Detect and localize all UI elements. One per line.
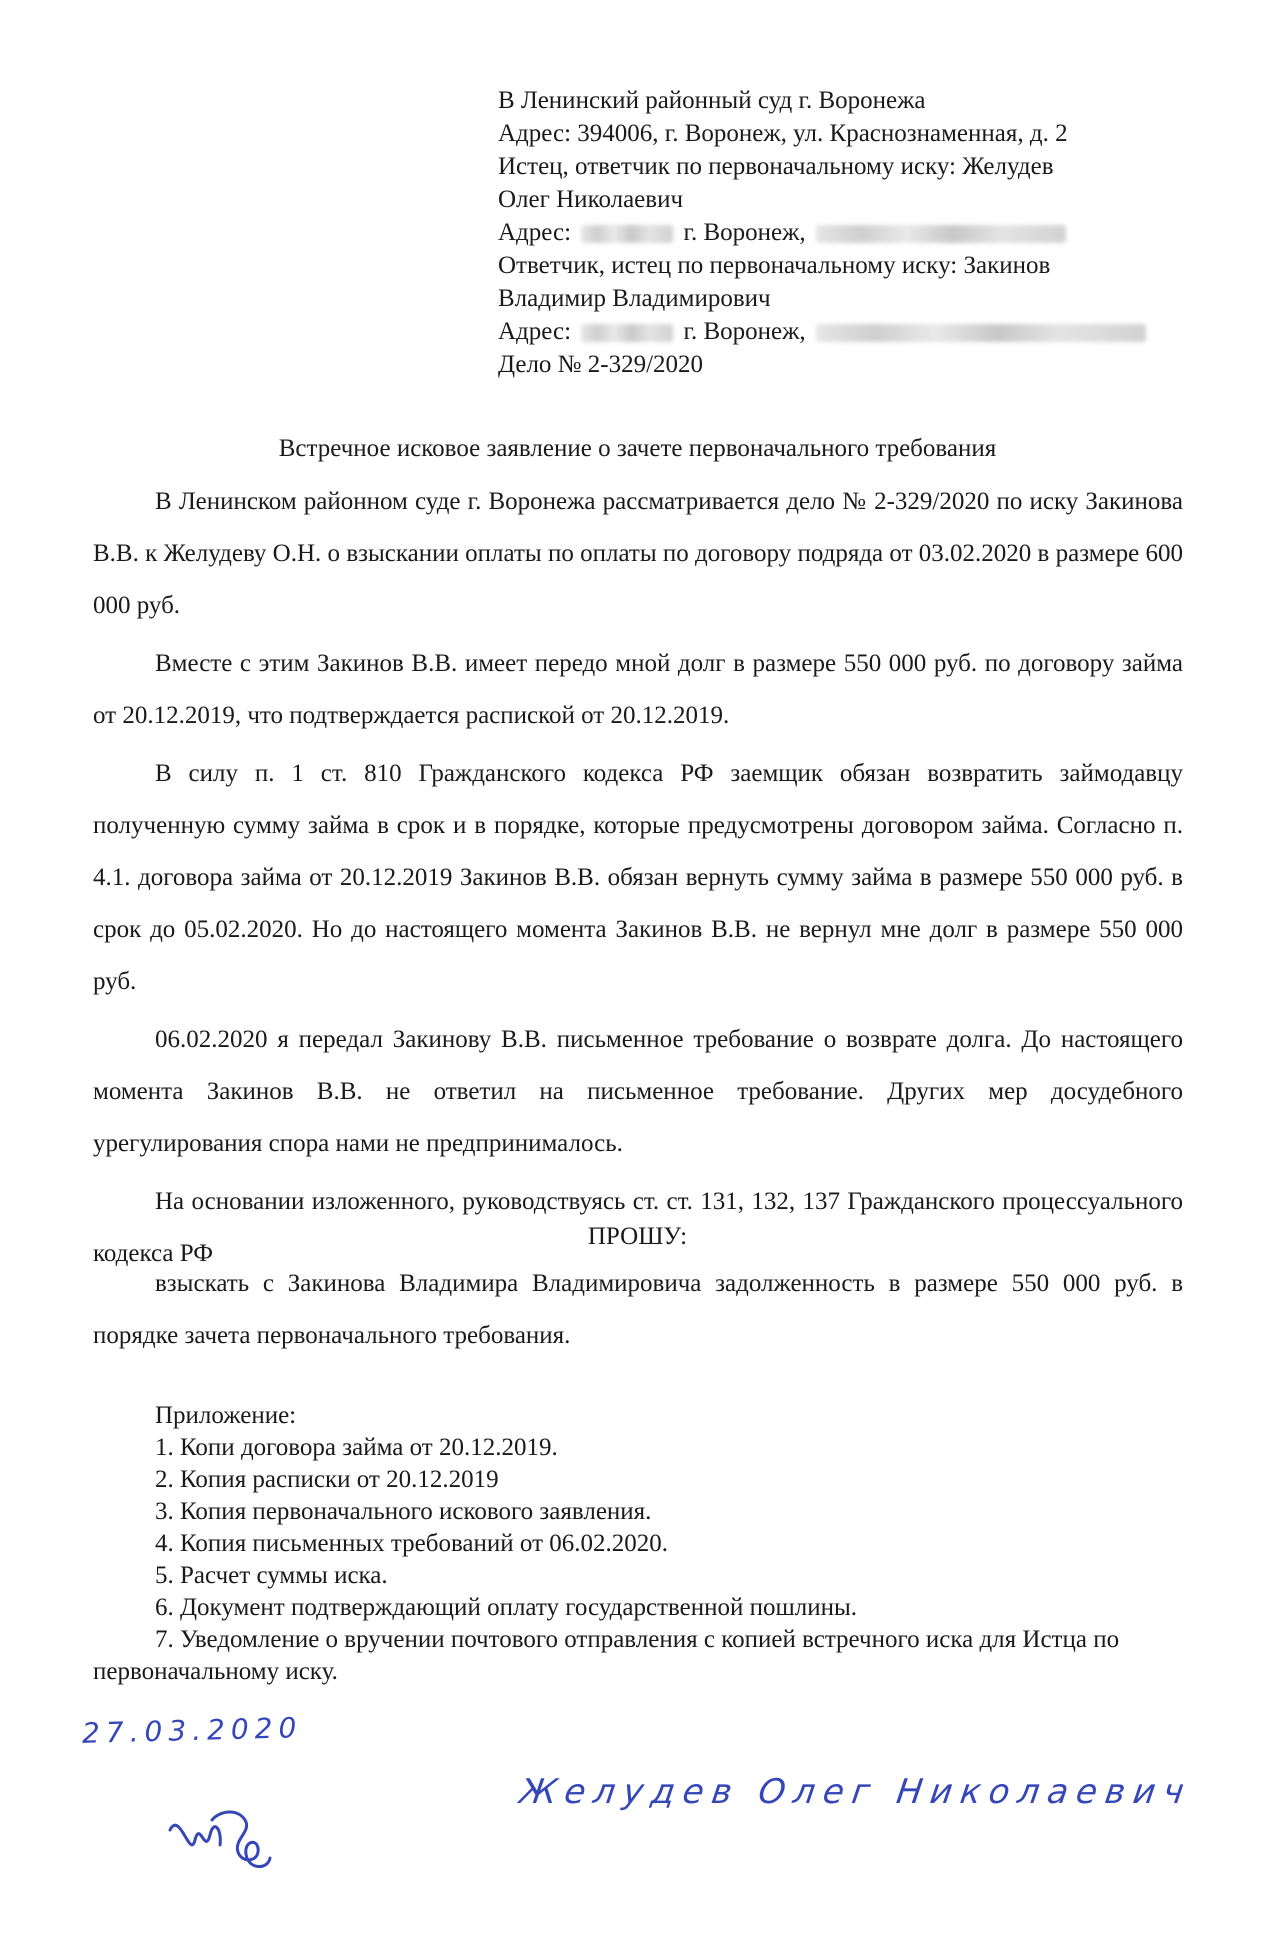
- redacted-postcode: [581, 225, 673, 243]
- plaintiff-address-city: г. Воронеж,: [683, 219, 806, 246]
- plaintiff-line-1: Истец, ответчик по первоначальному иску: Желудев: [498, 153, 1054, 180]
- attachments-list: [93, 1432, 1183, 1688]
- attachment-item: 2. Копия расписки от 20.12.2019: [155, 1466, 499, 1493]
- handwritten-date: 27.03.2020: [81, 1711, 303, 1750]
- document-title: Встречное исковое заявление о зачете первоначального требования: [278, 435, 997, 462]
- request-text: [93, 1258, 1183, 1362]
- redacted-street: [816, 225, 1066, 243]
- plaintiff-line-2: Олег Николаевич: [498, 186, 684, 213]
- defendant-address-prefix: Адрес:: [498, 318, 572, 345]
- redacted-street: [816, 324, 1146, 342]
- attachment-item: 1. Копи договора займа от 20.12.2019.: [155, 1434, 558, 1461]
- addressee-block: [498, 84, 1218, 381]
- defendant-line-1: Ответчик, истец по первоначальному иску: Закинов: [498, 252, 1051, 279]
- attachment-item: 3. Копия первоначального искового заявления.: [155, 1498, 652, 1525]
- paragraph: 06.02.2020 я передал Закинову В.В. письменное требование о возврате долга. До настоящего момента Закинов В.В. не ответил на письменное требование. Других мер досудебного урегулирования спора нами не предпринималось.: [93, 1026, 1183, 1157]
- paragraph: На основании изложенного, руководствуясь ст. ст. 131, 132, 137 Гражданского процессуального кодекса РФ: [93, 1188, 1183, 1267]
- defendant-address-city: г. Воронеж,: [683, 318, 806, 345]
- defendant-line-2: Владимир Владимирович: [498, 285, 771, 312]
- court-address: Адрес: 394006, г. Воронеж, ул. Краснознаменная, д. 2: [498, 120, 1068, 147]
- attachment-item: 6. Документ подтверждающий оплату государственной пошлины.: [155, 1594, 858, 1621]
- request-heading: ПРОШУ:: [587, 1223, 688, 1250]
- signature: [150, 1800, 290, 1880]
- attachments-title: Приложение:: [155, 1402, 297, 1429]
- handwritten-name: Желудев Олег Николаевич: [517, 1772, 1195, 1812]
- court-name: В Ленинский районный суд г. Воронежа: [498, 87, 926, 114]
- paragraph: Вместе с этим Закинов В.В. имеет передо мной долг в размере 550 000 руб. по договору займа от 20.12.2019, что подтверждается распиской от 20.12.2019.: [93, 650, 1183, 729]
- plaintiff-address-prefix: Адрес:: [498, 219, 572, 246]
- paragraph: В силу п. 1 ст. 810 Гражданского кодекса РФ заемщик обязан возвратить займодавцу полученную сумму займа в срок и в порядке, которые предусмотрены договором займа. Согласно п. 4.1. договора займа от 20.12.2019 Закинов В.В. обязан вернуть сумму займа в размере 550 000 руб. в срок до 05.02.2020. Но до настоящего момента Закинов В.В. не вернул мне долг в размере 550 000 руб.: [93, 760, 1183, 995]
- case-number: Дело № 2-329/2020: [498, 351, 704, 378]
- attachment-item: 4. Копия письменных требований от 06.02.2020.: [155, 1530, 669, 1557]
- document-body: [93, 476, 1183, 1280]
- attachment-item: 5. Расчет суммы иска.: [155, 1562, 388, 1589]
- request-paragraph: взыскать с Закинова Владимира Владимировича задолженность в размере 550 000 руб. в порядке зачета первоначального требования.: [93, 1270, 1183, 1349]
- redacted-postcode: [581, 324, 673, 342]
- plaintiff-address: [498, 216, 1218, 249]
- defendant-address: [498, 315, 1218, 348]
- attachments: [93, 1400, 1183, 1688]
- attachment-item: 7. Уведомление о вручении почтового отправления с копией встречного иска для Истца по первоначальному иску.: [93, 1626, 1120, 1685]
- paragraph: В Ленинском районном суде г. Воронежа рассматривается дело № 2-329/2020 по иску Закинова В.В. к Желудеву О.Н. о взыскании оплаты по оплаты по договору подряда от 03.02.2020 в размере 600 000 руб.: [93, 488, 1183, 619]
